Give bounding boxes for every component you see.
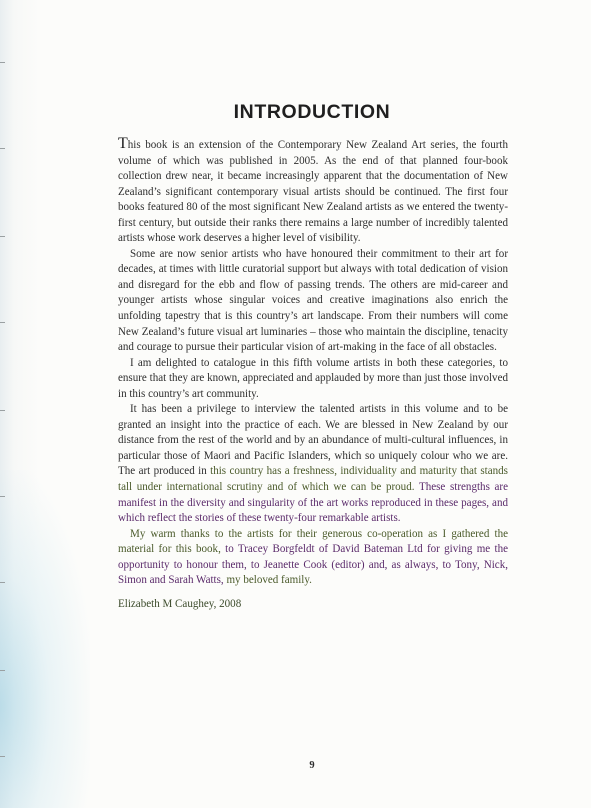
paragraph-4	[118, 402, 508, 526]
drop-cap: T	[118, 135, 128, 152]
paragraph-2: Some are now senior artists who have honoured their commitment to their art for decades, at times with little curatorial support but always with total dedication of vision and disregard for the ebb and flow of passing trends. The others are mid-career and younger artists whose singular voices and creative imaginations also enrich the unfolding tapestry that is this country’s art landscape. From their numbers will come New Zealand’s future visual art luminaries – those who maintain the discipline, tenacity and courage to pursue their particular vision of art-making in the face of all obstacles.	[118, 247, 508, 354]
paragraph-1	[118, 135, 508, 247]
paragraph-4-green-text: this country has a freshness, individuality and maturity that stands tall under international scrutiny and of which we can be proud.	[118, 465, 508, 494]
page-number: 9	[309, 760, 315, 771]
paragraph-3: I am delighted to catalogue in this fifth volume artists in both these categories, to ensure that they are known, appreciated and applauded by more than just those involved in this country’s art community.	[118, 356, 508, 400]
introduction-body	[118, 135, 509, 589]
paragraph-5	[118, 527, 508, 589]
page-edge-tint	[0, 470, 90, 808]
paragraph-5-green-text: My warm thanks to the artists for their generous co-operation as I gathered the material for this book,	[118, 527, 508, 556]
paragraph-5-end-text: my beloved family.	[226, 574, 312, 587]
author-signature: Elizabeth M Caughey, 2008	[118, 598, 242, 610]
paragraph-4-purple-text: These strengths are manifest in the diversity and singularity of the art works reproduced in these pages, and which reflect the stories of these twenty-four remarkable artists.	[118, 481, 509, 525]
paragraph-1-text: his book is an extension of the Contemporary New Zealand Art series, the fourth volume of which was published in 2005. As the end of that planned four-book collection drew near, it became increasingly apparent that the documentation of New Zealand’s significant contemporary visual artists should be continued. The first four books featured 80 of the most significant New Zealand artists as we entered the twenty-first century, but outside their ranks there remains a large number of incredibly talented artists whose work deserves a higher level of visibility.	[118, 139, 508, 245]
paragraph-5-purple-text: to Tracey Borgfeldt of David Bateman Ltd for giving me the opportunity to honour them, to Jeanette Cook (editor) and, as always, to Tony, Nick, Simon and Sarah Watts,	[118, 543, 509, 587]
paragraph-4-text: It has been a privilege to interview the talented artists in this volume and to be granted an insight into the practice of each. We are blessed in New Zealand by our distance from the rest of the world and by an abundance of multi-cultural influences, in particular those of Maori and Pacific Islanders, which so uniquely colour who we are. The art produced in	[118, 403, 508, 478]
page-title: INTRODUCTION	[233, 101, 391, 123]
